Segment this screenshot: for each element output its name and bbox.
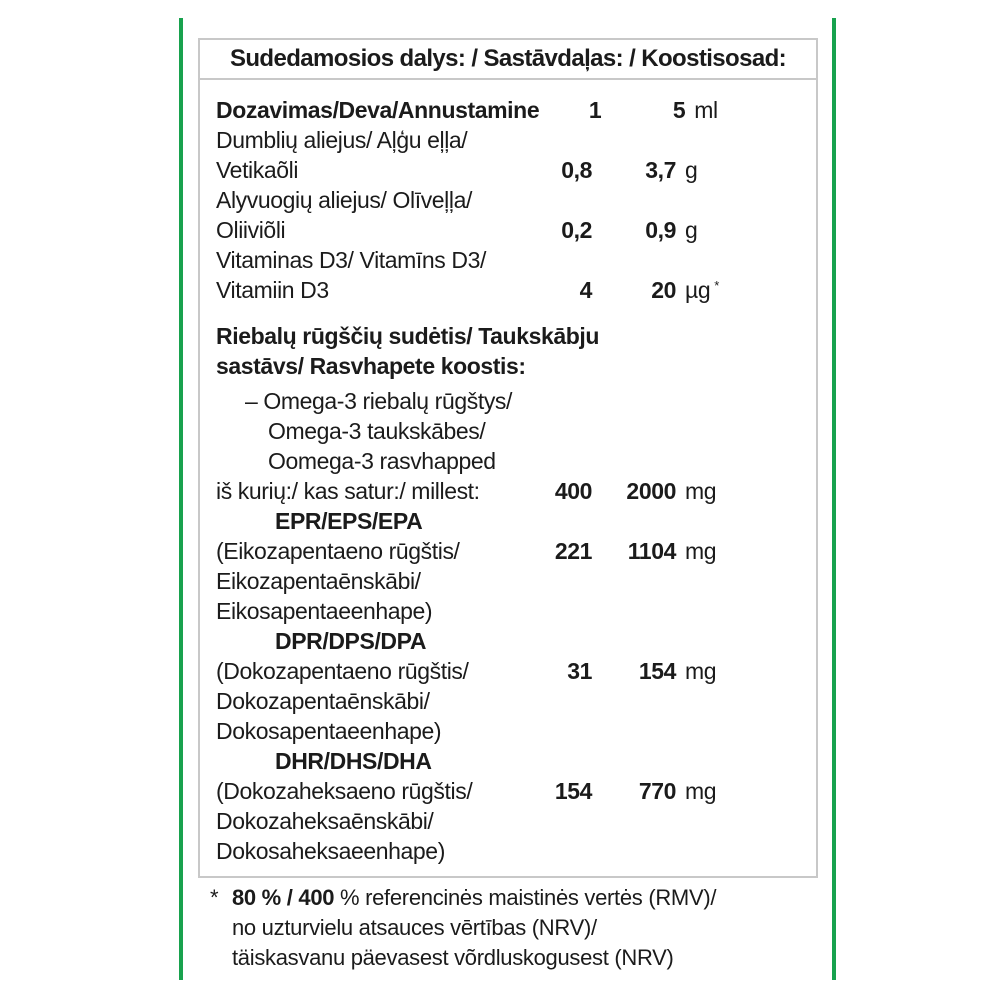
- table-line: [216, 275, 720, 309]
- table-line: [216, 155, 720, 185]
- row-label: Oomega-3 rasvhapped: [268, 448, 496, 474]
- footnote-line: täiskasvanu päevasest võrdluskogusest (NRV): [232, 945, 674, 970]
- left-green-rule: [179, 18, 183, 980]
- row-label: Dozavimas/Deva/Annustamine: [216, 97, 540, 123]
- row-label: Riebalų rūgščių sudėtis/ Taukskābju: [216, 323, 600, 349]
- panel-title: Sudedamosios dalys: / Sastāvdaļas: / Koostisosad:: [200, 40, 816, 80]
- table-line: [216, 566, 720, 596]
- table-line: [216, 806, 720, 836]
- value-per-serving: 5: [672, 97, 686, 123]
- table-line: [216, 836, 720, 866]
- row-label: DHR/DHS/DHA: [275, 748, 432, 774]
- ingredients-panel: [198, 38, 818, 878]
- table-line: [216, 776, 720, 806]
- row-label: iš kurių:/ kas satur:/ millest:: [216, 478, 480, 504]
- footnote: [210, 883, 716, 973]
- unit-label: g: [685, 157, 698, 183]
- unit-label: mg: [685, 478, 717, 504]
- table-line: [216, 416, 720, 446]
- right-green-rule: [832, 18, 836, 980]
- table-line: [216, 321, 720, 351]
- unit-label: g: [685, 217, 698, 243]
- table-line: [216, 596, 720, 626]
- table-line: [216, 95, 720, 125]
- table-line: [216, 446, 720, 476]
- value-per-serving: 3,7: [645, 157, 676, 183]
- unit-label: µg *: [676, 275, 720, 309]
- value-per-dose: 0,8: [561, 157, 592, 183]
- table-line: [216, 746, 720, 776]
- table-line: [216, 686, 720, 716]
- value-per-serving: 1104: [627, 538, 676, 564]
- row-label: EPR/EPS/EPA: [275, 508, 423, 534]
- table-line: [216, 185, 720, 215]
- row-label: Eikosapentaeenhape): [216, 598, 433, 624]
- row-label: Vitaminas D3/ Vitamīns D3/: [216, 247, 486, 273]
- table-line: [216, 125, 720, 155]
- table-line: [216, 351, 720, 381]
- row-label: Dokosapentaeenhape): [216, 718, 442, 744]
- value-per-serving: 2000: [626, 478, 676, 504]
- footnote-lines: [232, 883, 716, 973]
- unit-label: mg: [685, 658, 717, 684]
- value-per-dose: 0,2: [561, 217, 592, 243]
- row-label: (Eikozapentaeno rūgštis/: [216, 538, 460, 564]
- row-label: – Omega-3 riebalų rūgštys/: [245, 388, 513, 414]
- table-line: [216, 626, 720, 656]
- footnote-line: no uzturvielu atsauces vērtības (NRV)/: [232, 915, 597, 940]
- row-label: (Dokozaheksaeno rūgštis/: [216, 778, 473, 804]
- table-line: [216, 476, 720, 506]
- table-line: [216, 245, 720, 275]
- table-line: [216, 536, 720, 566]
- value-per-dose: 221: [554, 538, 592, 564]
- unit-label: mg: [685, 778, 717, 804]
- row-label: (Dokozapentaeno rūgštis/: [216, 658, 469, 684]
- value-per-dose: 154: [554, 778, 592, 804]
- row-label: Alyvuogių aliejus/ Olīveļļa/: [216, 187, 472, 213]
- row-label: Omega-3 taukskābes/: [268, 418, 486, 444]
- footnote-asterisk: *: [210, 885, 219, 910]
- table-line: [216, 656, 720, 686]
- row-label: DPR/DPS/DPA: [275, 628, 427, 654]
- value-per-serving: 0,9: [645, 217, 676, 243]
- table-line: [216, 716, 720, 746]
- row-label: Dokozaheksaēnskābi/: [216, 808, 434, 834]
- table-line: [216, 506, 720, 536]
- unit-label: mg: [685, 538, 717, 564]
- panel-body: [200, 80, 816, 876]
- value-per-serving: 770: [638, 778, 676, 804]
- value-per-dose: 1: [588, 97, 602, 123]
- value-per-dose: 4: [579, 277, 592, 303]
- value-per-dose: 400: [554, 478, 592, 504]
- table-line: [216, 215, 720, 245]
- unit-label: ml: [694, 97, 718, 123]
- row-label: Eikozapentaēnskābi/: [216, 568, 421, 594]
- value-per-serving: 154: [638, 658, 676, 684]
- value-per-serving: 20: [651, 277, 676, 303]
- row-label: Dokosaheksaeenhape): [216, 838, 445, 864]
- row-label: sastāvs/ Rasvhapete koostis:: [216, 353, 526, 379]
- asterisk-superscript: *: [714, 278, 719, 293]
- row-label: Oliiviõli: [216, 217, 286, 243]
- row-label: Dokozapentaēnskābi/: [216, 688, 430, 714]
- row-label: Vitamiin D3: [216, 277, 329, 303]
- row-label: Vetikaõli: [216, 157, 299, 183]
- value-per-dose: 31: [567, 658, 592, 684]
- row-label: Dumblių aliejus/ Aļģu eļļa/: [216, 127, 468, 153]
- footnote-line: 80 % / 400 % referencinės maistinės vertės (RMV)/: [232, 885, 717, 910]
- table-line: [216, 386, 720, 416]
